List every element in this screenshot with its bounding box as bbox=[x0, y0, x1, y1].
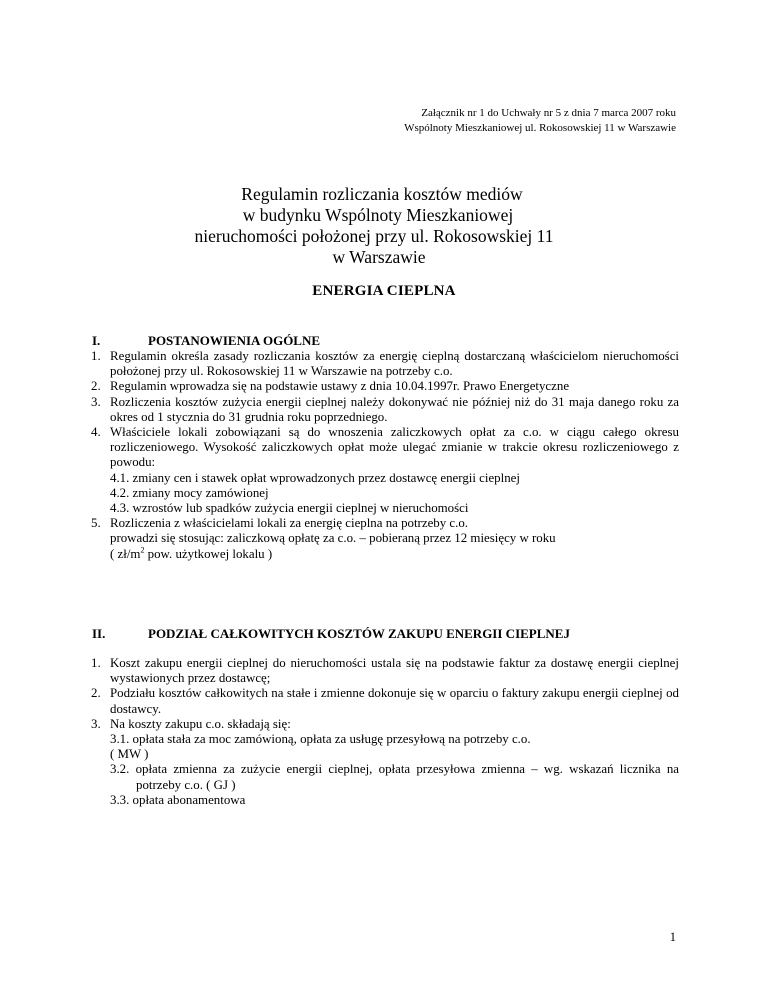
section-2-number: II. bbox=[92, 626, 106, 641]
list-item: 5. Rozliczenia z właścicielami lokali za energię cieplna na potrzeby c.o. prowadzi się stosując: zaliczkową opłatę za c.o. – pobieraną przez 12 miesięcy w roku ( $zł/m^2$ pow. użytkowej lokalu ) bbox=[91, 516, 679, 562]
section-2-title: PODZIAŁ CAŁKOWITYCH KOSZTÓW ZAKUPU ENERGII CIEPLNEJ bbox=[148, 626, 570, 641]
sub-item: 3.3. opłata abonamentowa bbox=[110, 792, 246, 807]
title-line-2: w budynku Wspólnoty Mieszkaniowej bbox=[242, 205, 514, 225]
sub-item: 4.3. wzrostów lub spadków zużycia energii cieplnej w nieruchomości bbox=[110, 501, 469, 516]
title-line-3: nieruchomości położonej przy ul. Rokosowskiej 11 bbox=[194, 226, 554, 246]
sub-item: 4.1. zmiany cen i stawek opłat wprowadzonych przez dostawcę energii cieplnej bbox=[110, 470, 520, 485]
sub-item: 4.2. zmiany mocy zamówionej bbox=[110, 485, 269, 500]
section-1-title: POSTANOWIENIA OGÓLNE bbox=[148, 333, 321, 348]
sub-item: ( MW ) bbox=[110, 747, 149, 762]
list-item: 1. Regulamin określa zasady rozliczania kosztów za energię cieplną dostarczaną właścicielom nieruchomości położonej przy ul. Rokosowskiej 11 w Warszawie na potrzeby c.o. bbox=[91, 349, 679, 379]
list-item: 2. Regulamin wprowadza się na podstawie ustawy z dnia 10.04.1997r. Prawo Energetyczne bbox=[91, 379, 570, 394]
section-2-list bbox=[91, 656, 679, 808]
list-item: 1. Koszt zakupu energii cieplnej do nieruchomości ustala się na podstawie faktur za dostawę energii cieplnej wystawionych przez dostawcę; bbox=[91, 656, 679, 686]
title-line-1: Regulamin rozliczania kosztów mediów bbox=[241, 184, 523, 204]
list-item: 4. Właściciele lokali zobowiązani są do wnoszenia zaliczkowych opłat za c.o. w ciągu całego okresu rozliczeniowego. Wysokość zaliczkowych opłat może ulegać zmianie w trakcie okresu rozliczeniowego z powodu: 4.1. zmiany cen i stawek opłat wprowadzonych przez dostawcę energii cieplnej 4.2. zmiany mocy zamówionej 4.3. wzrostów lub spadków zużycia energii cieplnej w nieruchomości bbox=[91, 425, 679, 516]
section-1-number: I. bbox=[92, 333, 101, 348]
list-item: 3. Rozliczenia kosztów zużycia energii cieplnej należy dokonywać nie później niż do 31 maja danego roku za okres od 1 stycznia do 31 grudnia roku poprzedniego. bbox=[91, 394, 679, 424]
attachment-line-2: Wspólnoty Mieszkaniowej ul. Rokosowskiej 11 w Warszawie bbox=[404, 122, 676, 134]
section-2-heading bbox=[92, 626, 570, 642]
list-item: 3. Na koszty zakupu c.o. składają się: 3.1. opłata stała za moc zamówioną, opłata za usługę przesyłową na potrzeby c.o. ( MW ) 3.2. opłata zmienna za zużycie energii cieplnej, opłata przesyłowa zmienna – wg. wskazań licznika na potrzeby c.o. ( GJ ) 3.3. opłata abonamentowa bbox=[91, 716, 679, 807]
unit-note: ( $zł/m^2$ pow. użytkowej lokalu ) bbox=[110, 545, 273, 561]
section-1-list bbox=[91, 349, 679, 562]
document-subject: ENERGIA CIEPLNA bbox=[312, 283, 456, 299]
page-number: 1 bbox=[669, 930, 676, 944]
section-1-heading bbox=[92, 333, 320, 349]
sub-item: 3.1. opłata stała za moc zamówioną, opłata za usługę przesyłową na potrzeby c.o. bbox=[110, 732, 531, 747]
list-item: 2. Podziału kosztów całkowitych na stałe i zmienne dokonuje się w oparciu o faktury zakupu energii cieplnej od dostawcy. bbox=[91, 686, 679, 716]
document-title bbox=[0, 184, 768, 268]
title-line-4: w Warszawie bbox=[332, 247, 426, 267]
attachment-note bbox=[404, 106, 676, 136]
attachment-line-1: Załącznik nr 1 do Uchwały nr 5 z dnia 7 marca 2007 roku bbox=[421, 107, 676, 119]
sub-item: 3.2. opłata zmienna za zużycie energii cieplnej, opłata przesyłowa zmienna – wg. wskazań licznika na potrzeby c.o. ( GJ ) bbox=[110, 762, 679, 792]
